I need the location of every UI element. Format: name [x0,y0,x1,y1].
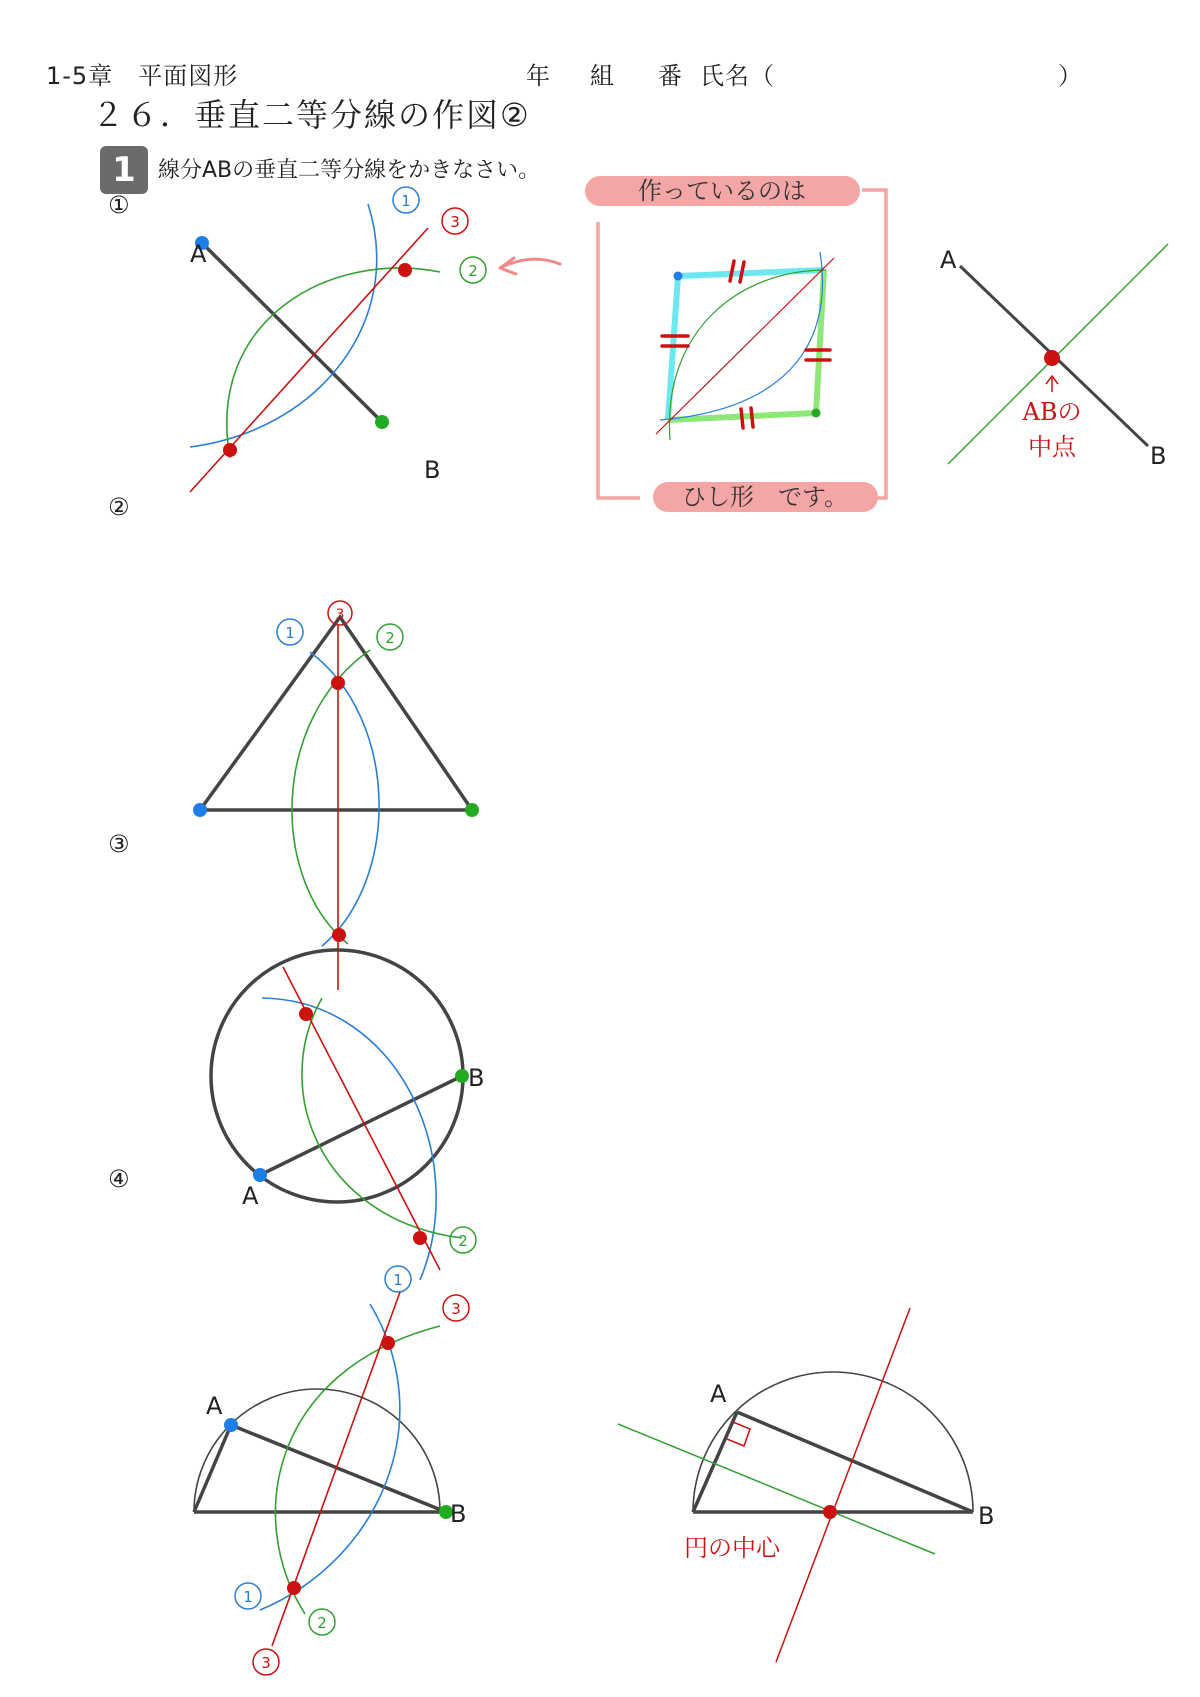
center-point [823,1505,837,1519]
triangle [200,617,472,810]
step-label-3: 3 [261,1654,271,1672]
label-b: B [1150,442,1167,470]
segment-ab [737,1412,973,1512]
problem-4-figure [194,1292,466,1675]
point-a [253,1168,267,1182]
circle-center-figure [618,1308,994,1662]
intersection-point [223,443,237,457]
intersection-point [381,1336,395,1350]
problem-3-number: ③ [108,830,130,858]
label-a: A [242,1182,259,1210]
arc-green [227,268,440,458]
number-label: 番 [658,62,683,90]
point-b [812,409,821,418]
arc-blue [310,652,379,946]
problem-3-figure [211,950,484,1321]
intersection-point [287,1581,301,1595]
label-b: B [468,1064,485,1092]
label-b: B [978,1502,995,1530]
chapter-label: 1-5章 平面図形 [46,62,239,90]
midpoint [1044,350,1060,366]
callout-bracket [598,190,886,498]
midpoint-figure [940,244,1168,470]
problem-1-figure [190,187,560,492]
label-b: B [424,456,441,484]
midpoint-note-line1: ABの [1022,398,1082,426]
problem-2-figure [193,601,479,990]
arrow-up-icon [1046,376,1058,392]
step-label-3: 3 [335,607,345,623]
arc-green [275,1326,440,1614]
name-close: ） [1058,62,1083,90]
step-label-2: 2 [468,262,478,280]
bisector-line [776,1308,910,1662]
name-label: 氏名（ [700,62,775,90]
arrow-icon [500,258,560,274]
step-label-1: 1 [393,1271,403,1289]
circle [211,950,463,1202]
class-label: 組 [590,62,615,90]
intersection-point [413,1231,427,1245]
step-label-2: 2 [458,1232,468,1250]
label-b: B [450,1500,467,1528]
circle-center-note: 円の中心 [684,1534,780,1562]
intersection-point [398,263,412,277]
rhombus-callout [585,176,886,512]
question-text: 線分ABの垂直二等分線をかきなさい。 [158,158,541,183]
chord [693,1412,737,1512]
problem-4-number: ④ [108,1165,130,1193]
problem-2-number: ② [108,493,130,521]
chord [194,1425,231,1512]
callout-bottom-text: ひし形 です。 [681,483,849,511]
step-label-2: 2 [317,1614,327,1632]
step-label-1: 1 [285,624,295,642]
problem-1-number: ① [108,191,130,219]
point-a [674,272,683,281]
point-b [375,415,389,429]
intersection-point [332,928,346,942]
year-label: 年 [526,62,551,90]
point-a [224,1418,238,1432]
callout-top-text: 作っているのは [638,177,806,205]
segment-ab [231,1425,446,1512]
label-a: A [206,1392,223,1420]
step-label-1: 1 [401,192,411,210]
point-a [193,803,207,817]
step-label-1: 1 [243,1588,253,1606]
point-b [455,1069,469,1083]
step-label-2: 2 [385,629,395,647]
question-number-badge: 1 [100,146,148,194]
intersection-point [331,676,345,690]
midpoint-note-line2: 中点 [1028,433,1076,461]
arc-blue [262,998,436,1280]
label-a: A [940,246,957,274]
intersection-point [299,1007,313,1021]
label-a: A [710,1380,727,1408]
label-a: A [190,240,207,268]
step-label-3: 3 [451,1300,461,1318]
point-b [465,803,479,817]
page-title: ２６．垂直二等分線の作図② [92,96,531,134]
step-label-3: 3 [450,213,460,231]
